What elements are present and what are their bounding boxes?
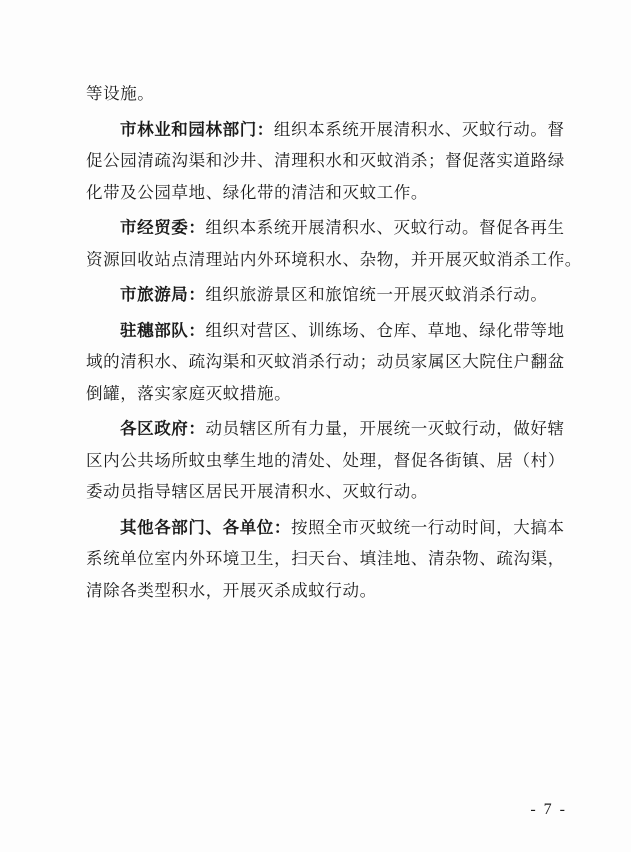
paragraph-text: 动员辖区所有力量，开展统一灭蚊行动，做好辖	[205, 419, 565, 438]
paragraph-first-line	[86, 413, 565, 445]
paragraph-heading: 驻穗部队：	[120, 320, 206, 340]
paragraph-line: 清除各类型积水，开展灭杀成蚊行动。	[86, 580, 377, 600]
paragraph-line: 委动员指导辖区居民开展清积水、灭蚊行动。	[86, 482, 428, 501]
paragraph-line: 资源回收站点清理站内外环境积水、杂物，并开展灭蚊消杀工作。	[86, 249, 582, 269]
paragraph-text: 组织本系统开展清积水、灭蚊行动。督促各再生	[205, 218, 565, 237]
paragraph-first-line	[86, 114, 565, 146]
paragraph-first-line	[86, 512, 565, 544]
paragraph-garrison-troops	[86, 315, 565, 410]
paragraph-text: 组织对营区、训练场、仓库、草地、绿化带等地	[205, 320, 565, 340]
paragraph-forestry	[86, 114, 565, 209]
paragraph-district-governments	[86, 413, 565, 508]
paragraph-line: 促公园清疏沟渠和沙井、清理积水和灭蚊消杀；督促落实道路绿	[86, 151, 565, 170]
paragraph-line: 系统单位室内外环境卫生，扫天台、填洼地、清杂物、疏沟渠，	[86, 549, 565, 568]
paragraph-tourism-bureau	[86, 279, 560, 311]
paragraph-heading: 各区政府：	[120, 419, 206, 438]
paragraph-first-line	[86, 315, 565, 347]
paragraph-heading: 市经贸委：	[120, 218, 206, 237]
paragraph-line: 化带及公园草地、绿化带的清洁和灭蚊工作。	[86, 182, 428, 202]
paragraph-heading: 市林业和园林部门：	[120, 119, 274, 139]
paragraph-text: 组织旅游景区和旅馆统一开展灭蚊消杀行动。	[205, 285, 548, 304]
page-number: - 7 -	[530, 801, 567, 818]
paragraph-line: 倒罐，落实家庭灭蚊措施。	[86, 383, 292, 403]
paragraph-text: 组织本系统开展清积水、灭蚊行动。督	[273, 119, 565, 139]
paragraph-continuation-line: 等设施。	[86, 84, 155, 103]
paragraph-line: 区内公共场所蚊虫孳生地的清处、处理，督促各街镇、居（村）	[86, 450, 565, 470]
paragraph-heading: 市旅游局：	[120, 285, 206, 304]
document-body	[86, 78, 582, 606]
paragraph-line: 域的清积水、疏沟渠和灭蚊消杀行动；动员家属区大院住户翻盆	[86, 352, 565, 371]
paragraph-first-line	[86, 212, 565, 244]
paragraph-other-departments	[86, 512, 565, 607]
paragraph-economic-commission	[86, 212, 582, 275]
paragraph-first-line	[86, 279, 560, 311]
paragraph-text: 按照全市灭蚊统一行动时间，大搞本	[291, 517, 565, 537]
paragraph-heading: 其他各部门、各单位：	[120, 517, 291, 537]
